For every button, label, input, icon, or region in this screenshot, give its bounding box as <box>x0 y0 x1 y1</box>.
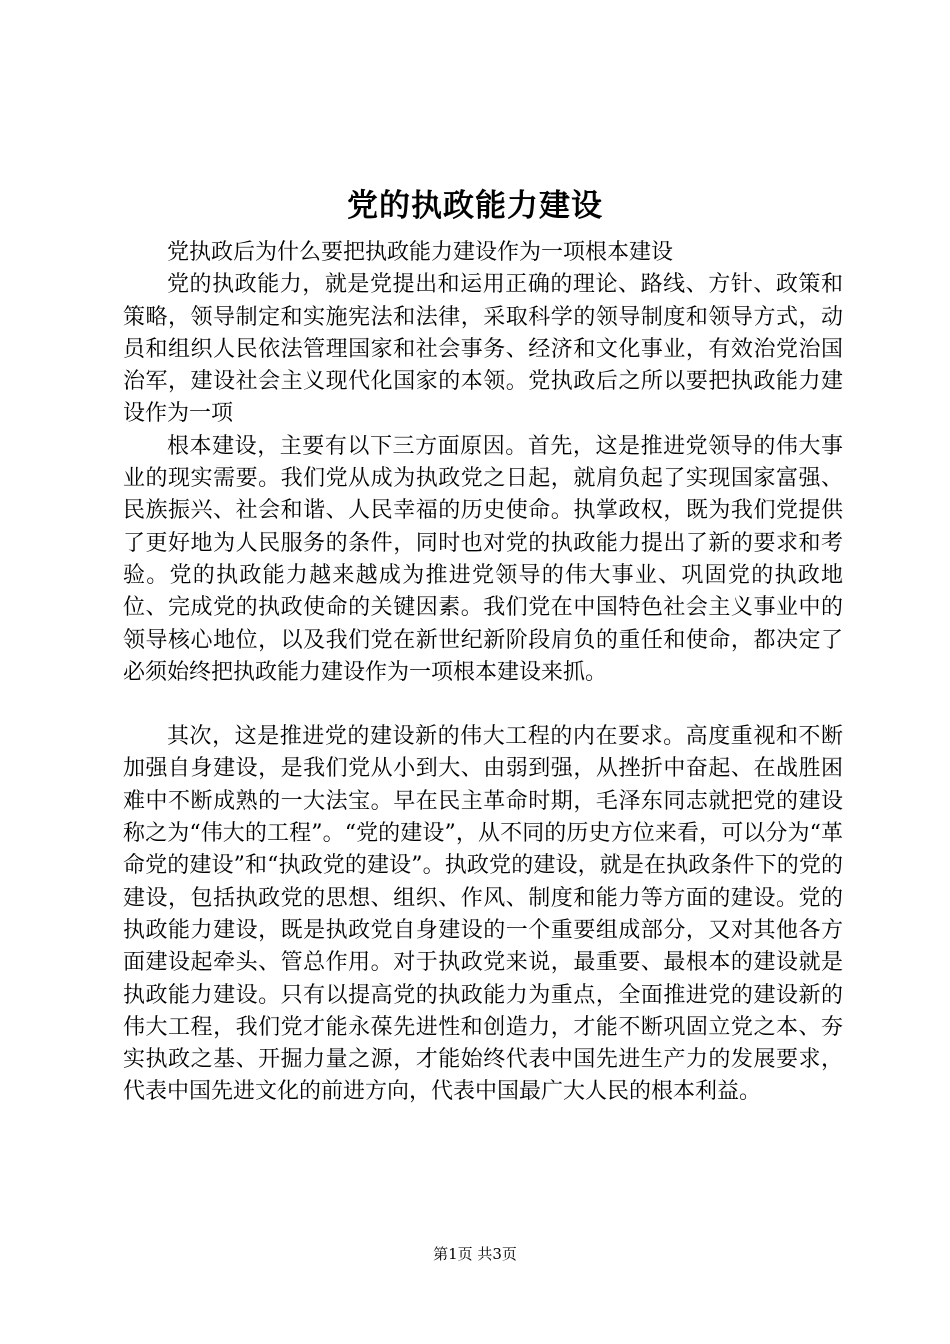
paragraph-subtitle: 党执政后为什么要把执政能力建设作为一项根本建设 <box>167 240 674 265</box>
document-title: 党的执政能力建设 <box>347 188 603 224</box>
document-body <box>123 237 843 1109</box>
paragraph-definition: 党的执政能力，就是党提出和运用正确的理论、路线、方针、政策和策略，领导制定和实施宪法和法律，采取科学的领导制度和领导方式，动员和组织人民依法管理国家和社会事务、经济和文化事业，有效治党治国治军，建设社会主义现代化国家的本领。党执政后之所以要把执政能力建设作为一项 <box>123 272 843 427</box>
paragraph-second-reason: 其次，这是推进党的建设新的伟大工程的内在要求。高度重视和不断加强自身建设，是我们党从小到大、由弱到强，从挫折中奋起、在战胜困难中不断成熟的一大法宝。早在民主革命时期，毛泽东同志就把党的建设称之为“伟大的工程”。“党的建设”，从不同的历史方位来看，可以分为“革命党的建设”和“执政党的建设”。执政党的建设，就是在执政条件下的党的建设，包括执政党的思想、组织、作风、制度和能力等方面的建设。党的执政能力建设，既是执政党自身建设的一个重要组成部分，又对其他各方面建设起牵头、管总作用。对于执政党来说，最重要、最根本的建设就是执政能力建设。只有以提高党的执政能力为重点，全面推进党的建设新的伟大工程，我们党才能永葆先进性和创造力，才能不断巩固立党之本、夯实执政之基、开掘力量之源，才能始终代表中国先进生产力的发展要求，代表中国先进文化的前进方向，代表中国最广大人民的根本利益。 <box>123 724 843 1105</box>
page-footer: 第1页 共3页 <box>433 1245 517 1263</box>
paragraph-first-reason: 根本建设，主要有以下三方面原因。首先，这是推进党领导的伟大事业的现实需要。我们党从成为执政党之日起，就肩负起了实现国家富强、民族振兴、社会和谐、人民幸福的历史使命。执掌政权，既为我们党提供了更好地为人民服务的条件，同时也对党的执政能力提出了新的要求和考验。党的执政能力越来越成为推进党领导的伟大事业、巩固党的执政地位、完成党的执政使命的关键因素。我们党在中国特色社会主义事业中的领导核心地位，以及我们党在新世纪新阶段肩负的重任和使命，都决定了必须始终把执政能力建设作为一项根本建设来抓。 <box>123 433 843 685</box>
